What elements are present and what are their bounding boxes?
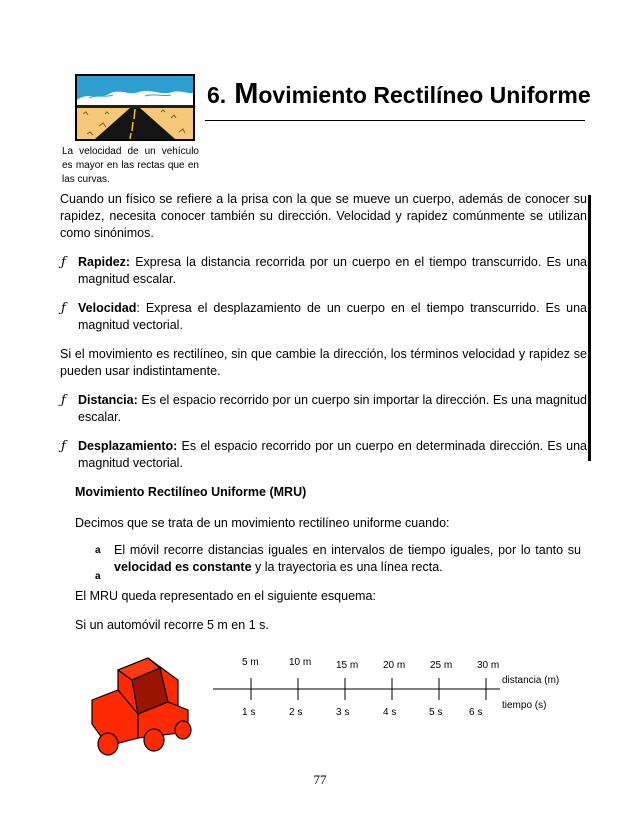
middle-note: Si el movimiento es rectilíneo, sin que cambie la dirección, los términos velocidad y rapidez se pueden usar indistintamente.: [60, 347, 587, 378]
mru-heading: Movimiento Rectilíneo Uniforme (MRU): [75, 485, 307, 499]
distance-tick-label: 15 m: [336, 660, 359, 671]
definition-desplazamiento: ƒ Desplazamiento: Es el espacio recorrido por un cuerpo en determinada dirección. Es una magnitud vectorial.: [61, 439, 587, 470]
mru-condition-item: a a El móvil recorre distancias iguales en intervalos de tiempo iguales, por lo tanto su velocidad es constante y la trayectoria es una línea recta.: [95, 542, 581, 576]
time-tick-label: 6 s: [469, 707, 483, 718]
time-axis-label: tiempo (s): [502, 700, 547, 711]
time-tick-label: 4 s: [383, 707, 397, 718]
title-underline: [205, 120, 585, 121]
bullet-marker: ƒ: [61, 393, 66, 408]
bullet-marker: ƒ: [61, 301, 66, 316]
mru-scheme-text: El MRU queda representado en el siguiente esquema:: [75, 589, 376, 603]
distance-tick-label: 20 m: [383, 660, 406, 671]
time-tick-label: 3 s: [336, 707, 350, 718]
distance-tick-label: 5 m: [242, 657, 259, 668]
car-icon: [88, 640, 208, 760]
definition-rapidez: ƒ Rapidez: Expresa la distancia recorrida por un cuerpo en el tiempo transcurrido. Es una magnitud escalar.: [61, 255, 587, 286]
bullet-marker: ƒ: [61, 255, 66, 270]
road-landscape-image: [75, 74, 195, 141]
distance-tick-label: 25 m: [430, 660, 453, 671]
intro-paragraph: Cuando un físico se refiere a la prisa con la que se mueve un cuerpo, además de conocer su rapidez, necesita conocer también su dirección. Velocidad y rapidez comúnmente se utilizan como sinónimos.: [60, 192, 587, 240]
distance-tick-label: 10 m: [289, 657, 312, 668]
distance-tick-label: 30 m: [477, 660, 500, 671]
image-caption: La velocidad de un vehículo es mayor en las rectas que en las curvas.: [62, 146, 199, 185]
distance-axis-label: distancia (m): [502, 675, 560, 686]
time-tick-label: 5 s: [429, 707, 443, 718]
bullet-marker: ƒ: [61, 439, 66, 454]
mru-example-text: Si un automóvil recorre 5 m en 1 s.: [75, 618, 269, 632]
time-tick-label: 2 s: [289, 707, 303, 718]
time-tick-label: 1 s: [242, 707, 256, 718]
definition-distancia: ƒ Distancia: Es el espacio recorrido por un cuerpo sin importar la dirección. Es una magnitud escalar.: [61, 393, 587, 424]
page-number: 77: [313, 772, 327, 787]
box-shadow: [588, 195, 591, 461]
mru-intro: Decimos que se trata de un movimiento rectilíneo uniforme cuando:: [75, 516, 450, 530]
page-title: 6. Movimiento Rectilíneo Uniforme: [207, 78, 591, 110]
definitions-box: [60, 191, 587, 470]
bullet-a-icon: a: [95, 545, 101, 556]
bullet-a-icon: a: [95, 571, 101, 582]
definition-velocidad: ƒ Velocidad: Expresa el desplazamiento de un cuerpo en el tiempo transcurrido. Es una magnitud vectorial.: [61, 301, 587, 332]
